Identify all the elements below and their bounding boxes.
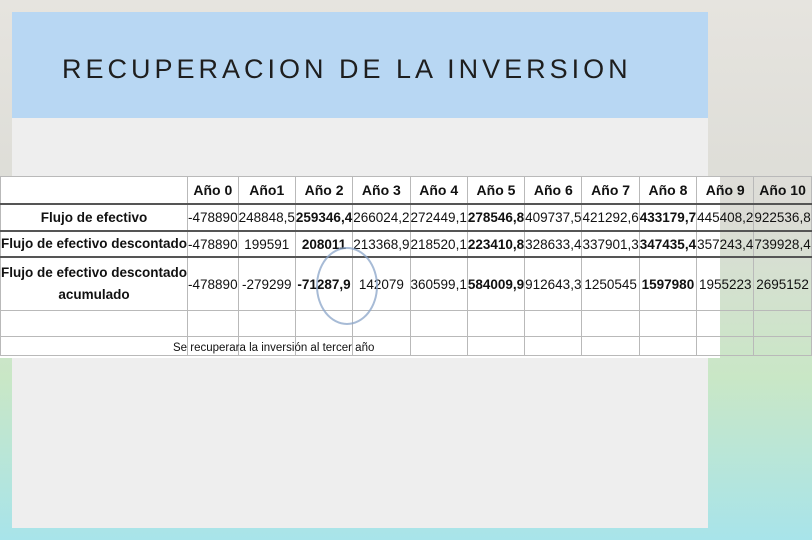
header-cell: Año 10	[754, 177, 811, 205]
table-cell: 328633,4	[525, 231, 582, 257]
header-cell: Año 0	[188, 177, 239, 205]
table-cell: 445408,2	[697, 204, 754, 231]
empty-row	[1, 337, 812, 356]
table-cell: 278546,8	[467, 204, 524, 231]
row-label-line2: acumulado	[58, 287, 130, 302]
table-cell: 1597980	[639, 257, 696, 311]
table-cell: 421292,6	[582, 204, 639, 231]
row-label	[1, 257, 188, 311]
table-row	[1, 257, 812, 311]
recovery-note: Se recuperara la inversión al tercer año	[173, 342, 375, 354]
table-cell: 199591	[238, 231, 295, 257]
row-label-line1: Flujo de efectivo descontado	[1, 265, 188, 280]
table-cell: 2695152	[754, 257, 811, 311]
table-cell: -71287,9	[295, 257, 352, 311]
highlight-circle	[316, 247, 378, 325]
table-cell: 223410,8	[467, 231, 524, 257]
header-cell: Año 3	[353, 177, 410, 205]
header-cell: Año 4	[410, 177, 467, 205]
table-cell: 739928,4	[754, 231, 811, 257]
table-cell: -478890	[188, 204, 239, 231]
table-cell: 433179,7	[639, 204, 696, 231]
title-band	[12, 12, 708, 118]
table-cell: 266024,2	[353, 204, 410, 231]
table-cell: 584009,9	[467, 257, 524, 311]
table-cell: -279299	[238, 257, 295, 311]
table-cell: 409737,5	[525, 204, 582, 231]
table-cell: 248848,5	[238, 204, 295, 231]
table-cell: 272449,1	[410, 204, 467, 231]
slide-title: RECUPERACION DE LA INVERSION	[62, 54, 632, 84]
header-cell: Año 9	[697, 177, 754, 205]
table-cell: 922536,8	[754, 204, 811, 231]
table-row	[1, 231, 812, 257]
recovery-table	[0, 176, 812, 356]
table-cell: -478890	[188, 231, 239, 257]
row-label: Flujo de efectivo descontado	[1, 231, 188, 257]
empty-row	[1, 311, 812, 337]
table-cell: 259346,4	[295, 204, 352, 231]
table-cell: -478890	[188, 257, 239, 311]
row-label: Flujo de efectivo	[1, 204, 188, 231]
header-cell: Año 5	[467, 177, 524, 205]
header-cell: Año 8	[639, 177, 696, 205]
table-cell: 912643,3	[525, 257, 582, 311]
header-cell: Año 2	[295, 177, 352, 205]
table-cell: 357243,4	[697, 231, 754, 257]
table-row	[1, 204, 812, 231]
header-cell: Año 6	[525, 177, 582, 205]
table-cell: 142079	[353, 257, 410, 311]
table-cell: 218520,1	[410, 231, 467, 257]
table-cell: 208011	[295, 231, 352, 257]
table-cell: 1955223	[697, 257, 754, 311]
table-cell: 347435,4	[639, 231, 696, 257]
header-empty	[1, 177, 188, 205]
table-cell: 360599,1	[410, 257, 467, 311]
table-cell: 1250545	[582, 257, 639, 311]
header-cell: Año1	[238, 177, 295, 205]
header-row	[1, 177, 812, 205]
table-cell: 337901,3	[582, 231, 639, 257]
header-cell: Año 7	[582, 177, 639, 205]
table-cell: 213368,9	[353, 231, 410, 257]
